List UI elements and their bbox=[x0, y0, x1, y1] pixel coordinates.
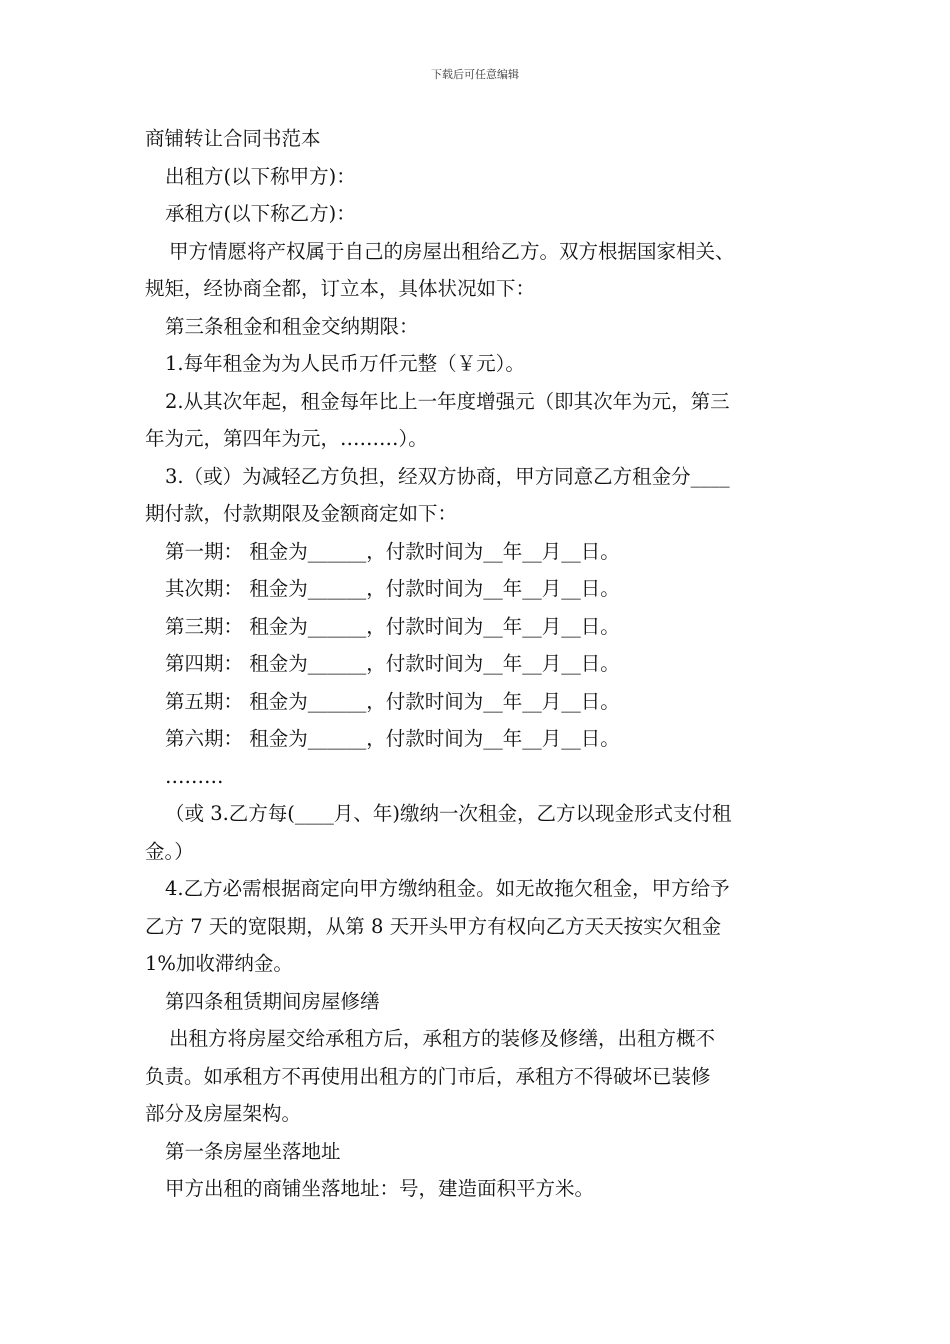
article-3-clause-3-line-1: 3.（或）为减轻乙方负担，经双方协商，甲方同意乙方租金分____ bbox=[165, 464, 730, 488]
article-4-paragraph-line-1: 出租方将房屋交给承租方后，承租方的装修及修缮，出租方概不 bbox=[169, 1027, 716, 1050]
article-1-paragraph: 甲方出租的商铺坐落地址：号，建造面积平方米。 bbox=[165, 1177, 595, 1200]
intro-paragraph-line-1: 甲方情愿将产权属于自己的房屋出租给乙方。双方根据国家相关、 bbox=[169, 239, 735, 263]
article-3-clause-2-line-2: 年为元，第四年为元，………）。 bbox=[145, 427, 428, 450]
article-3-clause-2-line-1: 2.从其次年起，租金每年比上一年度增强元（即其次年为元，第三 bbox=[165, 389, 730, 413]
installment-line: 第五期： 租金为______，付款时间为__年__月__日。 bbox=[165, 689, 620, 713]
alternative-clause-3-line-2: 金。） bbox=[145, 839, 194, 863]
installment-line: 第四期： 租金为______，付款时间为__年__月__日。 bbox=[165, 652, 620, 675]
page-header-note: 下载后可任意编辑 bbox=[431, 68, 519, 81]
article-3-clause-4-line-2: 乙方 7 天的宽限期，从第 8 天开头甲方有权向乙方天天按实欠租金 bbox=[145, 914, 722, 938]
alternative-clause-3-line-1: （或 3.乙方每(____月、年)缴纳一次租金，乙方以现金形式支付租 bbox=[165, 802, 732, 825]
lessor-line: 出租方(以下称甲方)： bbox=[165, 164, 356, 188]
installment-line: 其次期： 租金为______，付款时间为__年__月__日。 bbox=[165, 577, 620, 600]
installment-line: 第六期： 租金为______，付款时间为__年__月__日。 bbox=[165, 727, 620, 750]
article-1-title: 第一条房屋坐落地址 bbox=[165, 1139, 341, 1163]
document-title: 商铺转让合同书范本 bbox=[145, 127, 321, 150]
document-body bbox=[145, 120, 825, 1208]
article-3-clause-4-line-3: 1%加收滞纳金。 bbox=[145, 952, 293, 975]
article-3-clause-1: 1.每年租金为为人民币万仟元整（￥元）。 bbox=[165, 352, 525, 375]
ellipsis-line: ……… bbox=[165, 764, 224, 788]
installment-line: 第一期： 租金为______，付款时间为__年__月__日。 bbox=[165, 539, 620, 563]
lessee-line: 承租方(以下称乙方)： bbox=[165, 202, 356, 225]
article-3-clause-3-line-2: 期付款，付款期限及金额商定如下： bbox=[145, 502, 458, 525]
installment-line: 第三期： 租金为______，付款时间为__年__月__日。 bbox=[165, 614, 620, 638]
article-4-title: 第四条租赁期间房屋修缮 bbox=[165, 989, 380, 1013]
article-4-paragraph-line-3: 部分及房屋架构。 bbox=[145, 1102, 302, 1125]
article-3-clause-4-line-1: 4.乙方必需根据商定向甲方缴纳租金。如无故拖欠租金，甲方给予 bbox=[165, 877, 730, 900]
intro-paragraph-line-2: 规矩，经协商全都，订立本，具体状况如下： bbox=[145, 277, 536, 300]
article-3-title: 第三条租金和租金交纳期限： bbox=[165, 314, 419, 338]
article-4-paragraph-line-2: 负责。如承租方不再使用出租方的门市后，承租方不得破坏已装修 bbox=[145, 1064, 711, 1088]
